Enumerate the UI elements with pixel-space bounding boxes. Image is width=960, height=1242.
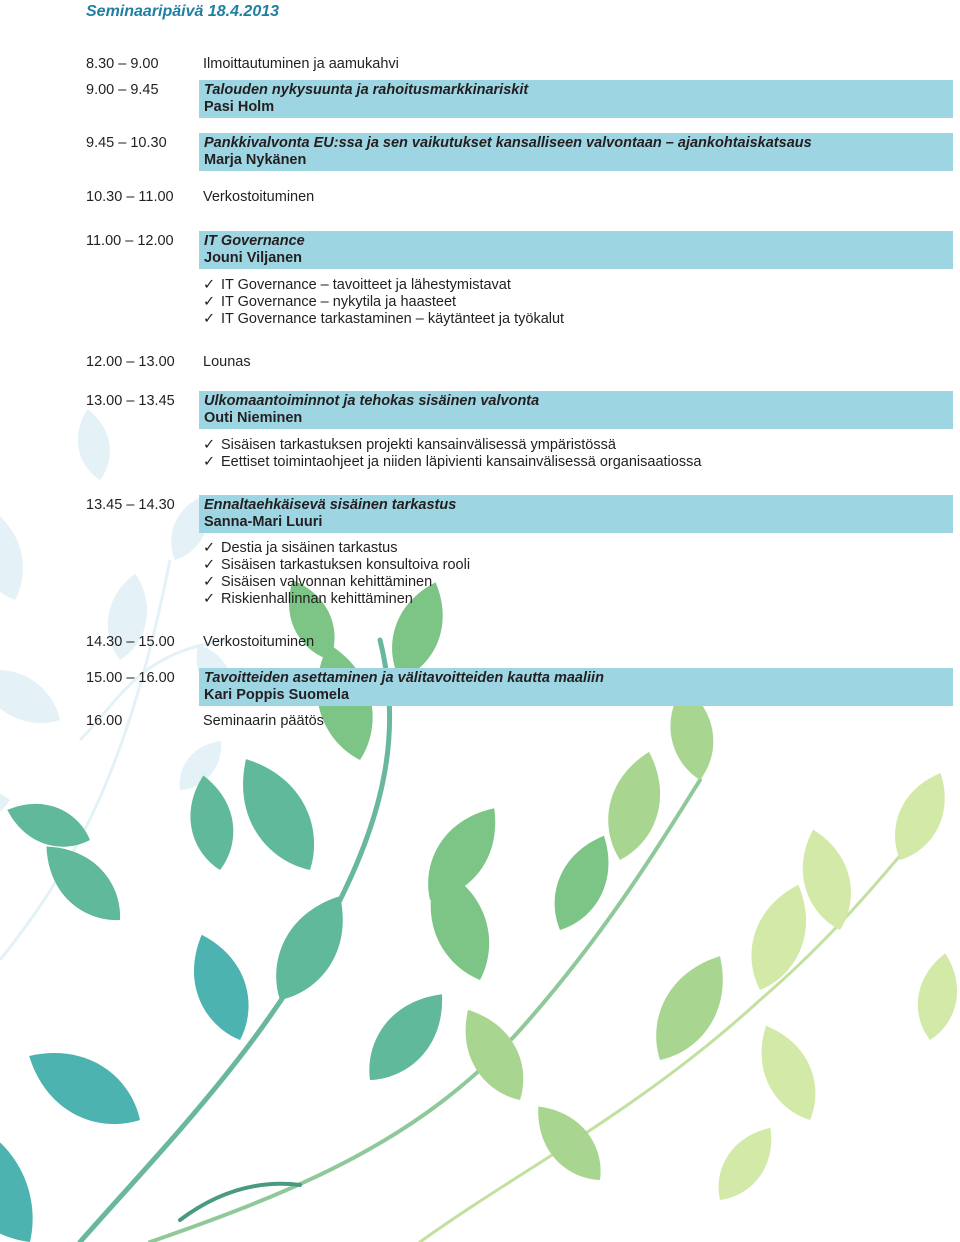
check-mark-icon: ✓	[203, 294, 216, 310]
time-slot: 8.30 – 9.00	[86, 56, 159, 72]
session-speaker: Marja Nykänen	[204, 152, 307, 168]
list-item: ✓ Riskienhallinnan kehittäminen	[203, 591, 413, 607]
session-speaker: Pasi Holm	[204, 99, 275, 115]
list-item: ✓ IT Governance tarkastaminen – käytänteet ja työkalut	[203, 311, 565, 327]
session-speaker: Kari Poppis Suomela	[204, 687, 350, 703]
check-mark-icon: ✓	[203, 557, 216, 573]
time-slot: 14.30 – 15.00	[86, 634, 175, 650]
check-mark-icon: ✓	[203, 311, 216, 327]
list-item: ✓ Sisäisen tarkastuksen projekti kansainvälisessä ympäristössä	[203, 437, 616, 453]
time-slot: 10.30 – 11.00	[86, 189, 174, 205]
session-title: Seminaarin päätös	[203, 713, 324, 729]
list-item: ✓ IT Governance – tavoitteet ja lähestymistavat	[203, 277, 511, 293]
session-bar	[199, 495, 953, 533]
topic-list	[203, 277, 564, 328]
session-title: Talouden nykysuunta ja rahoitusmarkkinariskit	[204, 82, 529, 98]
session-title: Lounas	[203, 354, 251, 370]
list-item: ✓ IT Governance – nykytila ja haasteet	[203, 294, 457, 310]
time-slot: 9.45 – 10.30	[86, 135, 167, 151]
list-item: ✓ Sisäisen tarkastuksen konsultoiva rooli	[203, 557, 471, 573]
topic-list	[203, 540, 470, 608]
page-title: Seminaaripäivä 18.4.2013	[86, 3, 280, 20]
session-speaker: Outi Nieminen	[204, 410, 303, 426]
time-slot: 13.45 – 14.30	[86, 497, 175, 513]
session-bar	[199, 133, 953, 171]
check-mark-icon: ✓	[203, 277, 216, 293]
check-mark-icon: ✓	[203, 437, 216, 453]
session-speaker: Jouni Viljanen	[204, 250, 303, 266]
session-bar	[199, 231, 953, 269]
session-title: Verkostoituminen	[203, 189, 315, 205]
check-mark-icon: ✓	[203, 574, 216, 590]
time-slot: 11.00 – 12.00	[86, 233, 174, 249]
session-title: Verkostoituminen	[203, 634, 315, 650]
time-slot: 16.00	[86, 713, 123, 729]
session-title: IT Governance	[204, 233, 305, 249]
time-slot: 12.00 – 13.00	[86, 354, 175, 370]
time-slot: 15.00 – 16.00	[86, 670, 175, 686]
check-mark-icon: ✓	[203, 540, 216, 556]
time-slot: 13.00 – 13.45	[86, 393, 175, 409]
list-item: ✓ Destia ja sisäinen tarkastus	[203, 540, 398, 556]
session-bar	[199, 80, 953, 118]
topic-list	[203, 437, 701, 471]
session-title: Ilmoittautuminen ja aamukahvi	[203, 56, 399, 72]
session-title: Ennaltaehkäisevä sisäinen tarkastus	[204, 497, 457, 513]
list-item: ✓ Eettiset toimintaohjeet ja niiden läpivienti kansainvälisessä organisaatiossa	[203, 454, 702, 470]
session-title: Tavoitteiden asettaminen ja välitavoitteiden kautta maaliin	[204, 670, 604, 686]
check-mark-icon: ✓	[203, 591, 216, 607]
session-bar	[199, 668, 953, 706]
list-item: ✓ Sisäisen valvonnan kehittäminen	[203, 574, 433, 590]
session-title: Pankkivalvonta EU:ssa ja sen vaikutukset kansalliseen valvontaan – ajankohtaiskatsaus	[204, 135, 812, 151]
time-slot: 9.00 – 9.45	[86, 82, 159, 98]
session-speaker: Sanna-Mari Luuri	[204, 514, 323, 530]
check-mark-icon: ✓	[203, 454, 216, 470]
session-bar	[199, 391, 953, 429]
session-title: Ulkomaantoiminnot ja tehokas sisäinen valvonta	[204, 393, 540, 409]
